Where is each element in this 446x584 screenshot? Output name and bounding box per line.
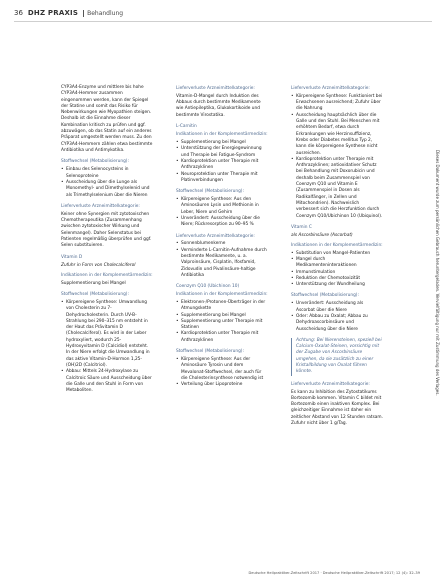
bullet-list xyxy=(291,94,383,220)
list-item: • Einbau des Selenocysteins in Selenoproteine xyxy=(61,167,153,180)
subheading: Lieferverluste Arzneimittelkategorie: xyxy=(176,86,255,91)
intake-form: als Ascorbinsäure (Ascorbat) xyxy=(291,232,353,238)
intake-form: Zufuhr in Form von Cholecalciferol xyxy=(61,262,136,268)
list-item: • Supplementierung bei Mangel xyxy=(176,313,268,319)
bullet-list xyxy=(291,301,383,332)
list-item: • Reduktion der Chemotoxizität xyxy=(291,276,383,282)
copyright-text: Dieses Dokument wurde zum persönlichen Gebrauch heruntergeladen. Vervielfältigung nur mit Zustimmung des Verlages. xyxy=(435,150,440,396)
subheading: Lieferverluste Arzneimittelkategorie: xyxy=(291,381,370,387)
section-heading: Coenzym Q10 (Ubichinon 10) xyxy=(176,284,240,290)
copyright-side-note xyxy=(431,150,442,570)
page-number: 36 xyxy=(14,9,23,17)
paragraph: CYP3A4-Enzyme und mittlere bis hohe CYP3A4-Hemmer zusammen eingenommen werden, kann der Spiegel der Statine und somit das Risiko für Nebenwirkungen wie Myopathien steigen. Deshalb ist die Einnahme dieser Kombination kritisch zu prüfen und ggf. abzuwägen, ob das Statin auf ein anderes Präparat umgestellt werden muss. Zu den CYP3A4-Hemmern zählen etwa bestimmte Antibiotika und Antimykotika. xyxy=(61,85,153,153)
list-item: • Verteilung über Lipoproteine xyxy=(176,382,268,388)
list-item: • Körpereigene Synthese: Aus den Aminosäuren Lysin und Methionin in Leber, Niere und Gehirn xyxy=(176,197,268,216)
subheading: Stoffwechsel (Metabolisierung): xyxy=(61,292,129,298)
subheading: Stoffwechsel (Metabolisierung): xyxy=(291,293,359,299)
list-item: • Immunstimulation xyxy=(291,270,383,276)
list-item: • Kardioprotektion unter Therapie mit Anthrazyklinen xyxy=(176,159,268,172)
bullet-list xyxy=(61,167,153,198)
page-footer: Deutsche Heilpraktiker-Zeitschrift 2017 · Deutsche Heilpraktiker-Zeitschrift 2017; 12 (4): 32–39 xyxy=(248,571,420,575)
bullet-list xyxy=(176,357,268,388)
header-divider xyxy=(14,21,432,22)
paragraph: Supplementierung bei Mangel xyxy=(61,280,126,286)
paragraph: Vitamin-D-Mangel durch Induktion des Abbaus durch bestimmte Medikamente wie Antiepileptika, Glukokortikoide und bestimmte Virostatika. xyxy=(176,93,261,118)
list-item: • Neuroprotektion unter Therapie mit Platinverbindungen xyxy=(176,172,268,185)
list-item: • Sonnenblumenkerne xyxy=(176,241,268,247)
section-tag: Behandlung xyxy=(83,10,123,17)
bullet-list xyxy=(61,300,153,394)
list-item: • Unterstützung der Energiegewinnung und Therapie bei Fatigue-Syndrom xyxy=(176,146,268,159)
list-item: • Unverändert: Ausscheidung als Ascorbat über die Niere xyxy=(291,301,383,314)
journal-name: DHZ PRAXIS xyxy=(27,9,79,17)
bullet-list xyxy=(176,197,268,228)
subheading: Indikationen in der Komplementärmedizin: xyxy=(176,292,268,298)
list-item: • Körpereigene Synthese: Aus der Aminosäure Tyrosin und dem Mevalonat-Stoffwechsel, der auch für die Cholesterinsynthese notwendig ist xyxy=(176,357,268,382)
subheading: Indikationen in der Komplementärmedizin: xyxy=(176,132,268,138)
list-item: • Unverändert: Ausscheidung über die Niere; Rückresorption zu 90–95 % xyxy=(176,216,268,229)
subheading: Lieferverluste Arzneimittelkategorie: xyxy=(61,203,140,209)
subheading: Indikationen in der Komplementärmedizin: xyxy=(61,272,153,278)
bullet-list xyxy=(291,251,383,289)
section-heading: L-Carnitin xyxy=(176,124,197,130)
subheading: Stoffwechsel (Metabolisierung): xyxy=(176,189,244,195)
column-3 xyxy=(291,85,383,433)
list-item: • Ausscheidung über die Lunge als Monomethyl- und Dimethylselenid und als Trimethylselenium über die Nieren xyxy=(61,180,153,199)
list-item: • Körpereigene Synthese: Funktioniert bei Erwachsenen ausreichend; Zufuhr über die Nahrung xyxy=(291,94,383,113)
bullet-list xyxy=(176,241,268,279)
list-item: • Elektronen-/Protonen-Überträger in der Atmungskette xyxy=(176,300,268,313)
list-item: • Abbau: Mittels 24-Hydroxylase zu Calcitroic Säure und Ausscheidung über die Galle und den Stuhl in Form von Metaboliten. xyxy=(61,369,153,394)
page-header xyxy=(14,9,123,17)
list-item: • Supplementierung unter Therapie mit Statinen xyxy=(176,319,268,332)
bullet-list xyxy=(176,140,268,184)
list-item: • Supplementierung bei Mangel xyxy=(176,140,268,146)
warning-callout: Achtung: Bei Nierensteinen, speziell bei Calcium-Oxalat-Steinen, vorsichtig mit der Zugabe von Ascorbinsäure umgehen, da sie zusätzlich zu einer Kristallbildung von Oxalat führen könnte. xyxy=(291,338,383,376)
list-item: • Mangel durch Medikamenteninteraktionen xyxy=(291,257,383,270)
list-item: • Substitution von Mangel-Patienten xyxy=(291,251,383,257)
subheading: Lieferverluste Arzneimittelkategorie: xyxy=(176,233,255,239)
subheading: Stoffwechsel (Metabolisierung): xyxy=(176,349,244,355)
bullet-list xyxy=(176,300,268,344)
paragraph: Keiner ohne Synergien mit zytotoxischen Chemotherapeutika (Zusammenhang zwischen zytotoxischer Wirkung und Selenmangel). Daher Selenstatus bei Patienten regelmäßig überprüfen und ggf. Selen substituieren. xyxy=(61,211,152,249)
subheading: Stoffwechsel (Metabolisierung): xyxy=(61,159,129,165)
list-item: • Verminderte L-Carnitin-Aufnahme durch bestimmte Medikamente, u. a. Valproinsäure, Cisplatin, Ifosfamid, Zidovudin und Pivalinsäure-haltige Antibiotika xyxy=(176,248,268,279)
paragraph: Es kann zu Inhibition des Zytostatikums Bortezomib kommen. Vitamin C bildet mit Bortezomib einen inaktiven Komplex. Bei gleichzeitiger Einnahme ist daher ein zeitlicher Abstand von 12 Stunden ratsam. Zufuhr nicht über 1 g/Tag. xyxy=(291,389,383,427)
subheading: Indikationen in der Komplementärmedizin: xyxy=(291,242,383,248)
subheading: Lieferverluste Arzneimittelkategorie: xyxy=(291,86,370,91)
list-item: • Kardioprotektion unter Therapie mit Anthrazyklinen; antioxidativer Schutz bei Behandlung mit Doxorubicin und deshalb beim Zusammenspiel von Coenzym Q10 und Vitamin E (Zusammenspiel in Dosen als Radikalfänger, in Zellen und Mitochondrien). Nachweislich verbessert sich die Herzfunktion durch Coenzym Q10/Ubichinon 10 (Ubiquinol). xyxy=(291,157,383,220)
list-item: • Oder: Abbau zu Oxalat; Abbau zu Dehydroascorbinsäure und Ausscheidung über die Niere xyxy=(291,314,383,333)
list-item: • Ausscheidung hauptsächlich über die Galle und den Stuhl. Bei Menschen mit erhöhtem Bedarf, etwa durch Erkrankungen wie Herzinsuffizienz, Krebs oder Diabetes mellitus Typ 2, kann die körpereigene Synthese nicht ausreichen. xyxy=(291,113,383,157)
list-item: • Körpereigene Synthese: Umwandlung von Cholesterin zu 7-Dehydrocholesterin. Durch UV-B-Strahlung bei 290–315 nm entsteht in der Haut das Prävitamin D (Cholecalciferol). Es wird in der Leber hydroxyliert, wodurch 25-Hydroxyvitamin D (Calcidiol) entsteht. In der Niere erfolgt die Umwandlung in das aktive Vitamin-D-Hormon 1,25-(OH)2D (Calcitriol). xyxy=(61,300,153,369)
list-item: • Kardioprotektion unter Therapie mit Anthrazyklinen xyxy=(176,331,268,344)
column-1 xyxy=(61,85,153,399)
section-heading: Vitamin C xyxy=(291,224,312,230)
section-heading: Vitamin D xyxy=(61,254,83,260)
list-item: • Unterstützung der Wundheilung xyxy=(291,282,383,288)
column-2 xyxy=(176,85,268,393)
